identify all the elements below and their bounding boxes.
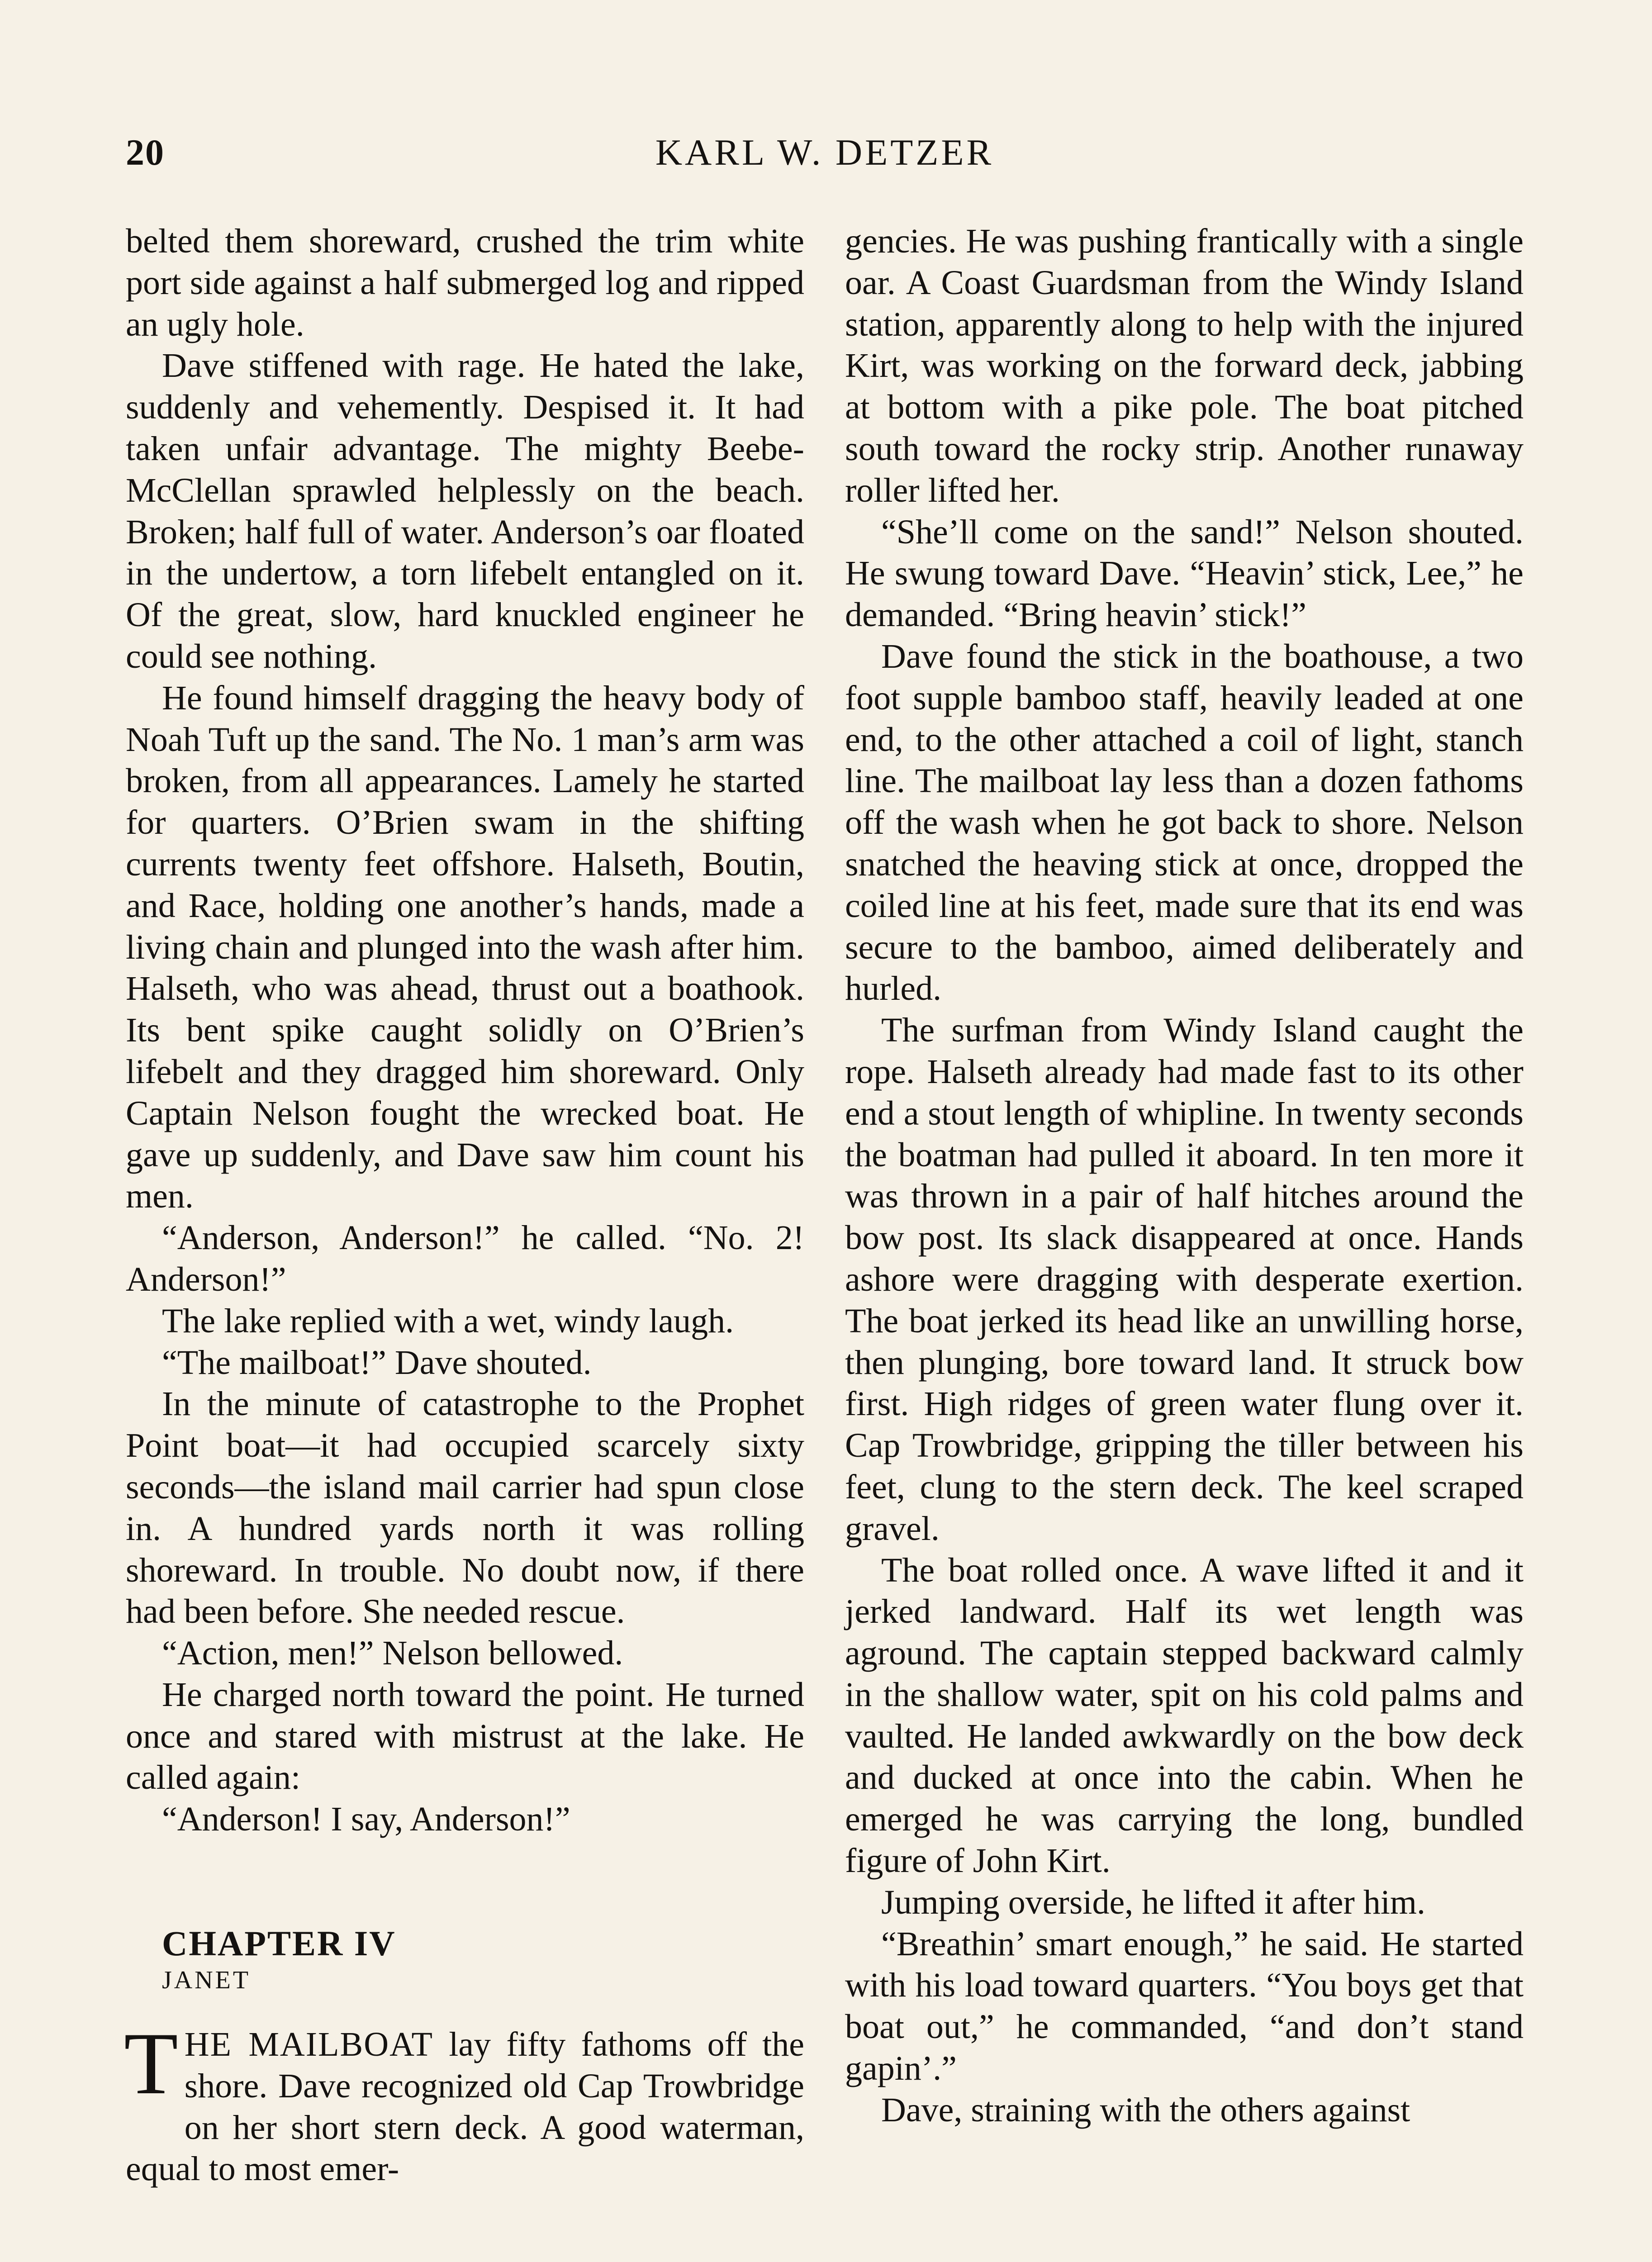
opening-text: lay fifty fathoms off the shore. Dave recognized old Cap Trowbridge on her short stern deck. A good waterman, equal to most emer- — [126, 2025, 804, 2188]
opening-lead: HE MAILBOAT — [184, 2025, 433, 2064]
paragraph: The lake replied with a wet, windy laugh. — [162, 1302, 734, 1340]
paragraph: Dave, straining with the others against — [881, 2091, 1410, 2129]
paragraph: “She’ll come on the sand!” Nelson shouted. He swung toward Dave. “Heavin’ stick, Lee,” he demanded. “Bring heavin’ stick!” — [845, 513, 1524, 634]
chapter-title: CHAPTER IV — [162, 1924, 396, 1963]
right-column — [845, 221, 1524, 2131]
paragraph: “Anderson, Anderson!” he called. “No. 2! Anderson!” — [126, 1219, 804, 1298]
paragraph: Jumping overside, he lifted it after him. — [881, 1883, 1426, 1921]
paragraph: In the minute of catastrophe to the Prophet Point boat—it had occupied scarcely sixty seconds—the island mail carrier had spun close in. A hundred yards north it was rolling shoreward. In trouble. No doubt now, if there had been before. She needed rescue. — [126, 1385, 804, 1631]
running-head: KARL W. DETZER — [655, 132, 994, 173]
paragraph: gencies. He was pushing frantically with a single oar. A Coast Guardsman from the Windy Island station, apparently along to help with the injured Kirt, was working on the forward deck, jabbing at bottom with a pike pole. The boat pitched south toward the rocky strip. Another runaway roller lifted her. — [845, 222, 1524, 509]
paragraph: “The mailboat!” Dave shouted. — [162, 1343, 592, 1382]
chapter-heading — [126, 1923, 804, 1996]
paragraph: “Action, men!” Nelson bellowed. — [162, 1634, 623, 1673]
paragraph: “Breathin’ smart enough,” he said. He started with his load toward quarters. “You boys get that boat out,” he commanded, “and don’t stand gapin’.” — [845, 1925, 1524, 2088]
left-column — [126, 221, 804, 2190]
paragraph: He found himself dragging the heavy body of Noah Tuft up the sand. The No. 1 man’s arm was broken, from all appearances. Lamely he started for quarters. O’Brien swam in the shifting currents twenty feet offshore. Halseth, Boutin, and Race, holding one another’s hands, made a living chain and plunged into the wash after him. Halseth, who was ahead, thrust out a boathook. Its bent spike caught solidly on O’Brien’s lifebelt and they dragged him shoreward. Only Captain Nelson fought the wrecked boat. He gave up suddenly, and Dave saw him count his men. — [126, 679, 804, 1216]
drop-cap: T — [124, 2015, 178, 2113]
paragraph: Dave stiffened with rage. He hated the lake, suddenly and vehemently. Despised it. It had taken unfair advantage. The mighty Beebe-McClellan sprawled helplessly on the beach. Broken; half full of water. Anderson’s oar floated in the undertow, a torn lifebelt entangled on it. Of the great, slow, hard knuckled engineer he could see nothing. — [126, 347, 804, 675]
paragraph: The surfman from Windy Island caught the rope. Halseth already had made fast to its other end a stout length of whipline. In twenty seconds the boatman had pulled it aboard. In ten more it was thrown in a pair of half hitches around the bow post. Its slack disappeared at once. Hands ashore were dragging with desperate exertion. The boat jerked its head like an unwilling horse, then plunging, bore toward land. It struck bow first. High ridges of green water flung over it. Cap Trowbridge, gripping the tiller between his feet, clung to the stern deck. The keel scraped gravel. — [845, 1011, 1524, 1548]
paragraph: He charged north toward the point. He turned once and stared with mistrust at the lake. He called again: — [126, 1675, 804, 1797]
paragraph: “Anderson! I say, Anderson!” — [162, 1800, 570, 1839]
paragraph: The boat rolled once. A wave lifted it and it jerked landward. Half its wet length was aground. The captain stepped backward calmly in the shallow water, spit on his cold palms and vaulted. He landed awkwardly on the bow deck and ducked at once into the cabin. When he emerged he was carrying the long, bundled figure of John Kirt. — [845, 1551, 1524, 1880]
page-number: 20 — [126, 132, 165, 173]
paragraph: belted them shoreward, crushed the trim white port side against a half submerged log and ripped an ugly hole. — [126, 222, 804, 343]
chapter-opening-paragraph — [124, 2015, 804, 2190]
page-header — [126, 131, 1524, 185]
chapter-subtitle: JANET — [162, 1966, 251, 1995]
paragraph: Dave found the stick in the boathouse, a two foot supple bamboo staff, heavily leaded at one end, to the other attached a coil of light, stanch line. The mailboat lay less than a dozen fathoms off the wash when he got back to shore. Nelson snatched the heaving stick at once, dropped the coiled line at his feet, made sure that its end was secure to the bamboo, aimed deliberately and hurled. — [845, 637, 1524, 1008]
